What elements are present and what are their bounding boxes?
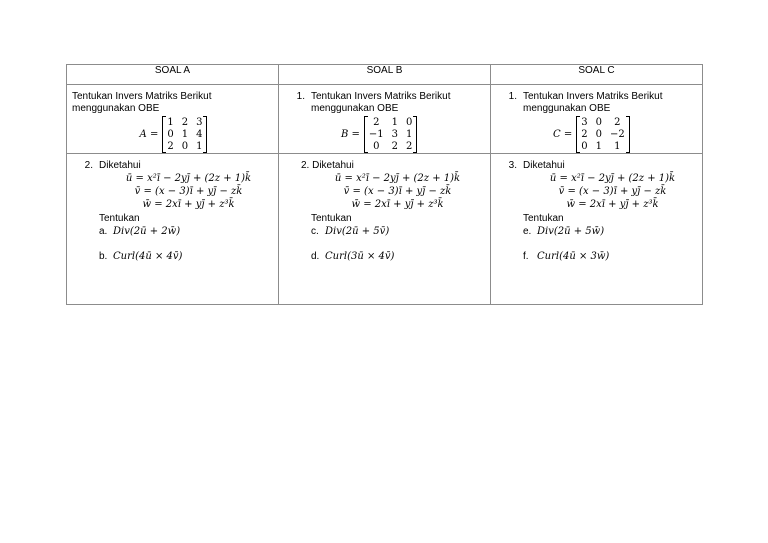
tentukan-label: Tentukan [523,213,564,224]
question-2-row [67,154,703,305]
question-number: 3. [508,160,517,171]
soal-a-question-1 [67,85,279,154]
matrix-cell: 0 [581,141,588,152]
matrix-cell: 0 [406,117,413,128]
matrix-cell: 2 [167,141,174,152]
matrix-label: B = [341,128,360,140]
soal-b-question-2 [279,154,491,305]
vector-u: ū = x²ī − 2yj̄ + (2z + 1)k̄ [549,173,676,184]
header-soal-b: SOAL B [279,65,491,85]
vector-v: v̄ = (x − 3)ī + yj̄ − zk̄ [134,186,243,197]
matrix-cell: 0 [181,141,189,152]
tentukan-label: Tentukan [99,213,140,224]
vector-v: v̄ = (x − 3)ī + yj̄ − zk̄ [343,186,452,197]
sub-question-letter: a. [99,226,108,237]
sub-question-expr: Curl(4ū × 3w̄) [537,251,610,262]
matrix-a [72,116,275,153]
matrix-cell: −1 [368,129,384,140]
matrix-cell: 3 [581,117,588,128]
question-number: 1. [296,91,305,102]
question-1-row [67,85,703,154]
tentukan-label: Tentukan [311,213,352,224]
matrix-cell: 0 [595,129,602,140]
matrix-cell: 2 [614,117,621,128]
matrix-cell: 3 [196,117,203,128]
matrix-c [523,116,702,153]
matrix-cell: 1 [196,141,203,152]
soal-table [66,64,703,305]
vector-w: w̄ = 2xī + yj̄ + z³k̄ [566,199,659,210]
sub-question-letter: f. [523,251,529,262]
sub-question-letter: b. [99,251,108,262]
matrix-body [364,116,418,153]
sub-question-expr: Div(2ū + 5v̄) [325,226,390,237]
matrix-body [576,116,630,153]
vector-w: w̄ = 2xī + yj̄ + z³k̄ [142,199,235,210]
matrix-cell: 0 [373,141,380,152]
matrix-cell: 1 [595,141,602,152]
sub-question-expr: Curl(4ū × 4v̄) [113,251,183,262]
soal-b-question-1 [279,85,491,154]
matrix-cell: 1 [391,117,399,128]
question-number: 1. [508,91,517,102]
sub-question-b [99,250,278,263]
sub-question-c [311,225,484,238]
vector-u: ū = x²ī − 2yj̄ + (2z + 1)k̄ [125,173,252,184]
matrix-cell: 1 [406,129,413,140]
question-title: Tentukan Invers Matriks Berikut menggunakan OBE [523,91,663,114]
matrix-cell: −2 [609,129,625,140]
matrix-cell: 2 [581,129,588,140]
matrix-cell: 0 [595,117,602,128]
matrix-cell: 2 [391,141,399,152]
sub-question-letter: d. [311,251,320,262]
vector-v: v̄ = (x − 3)ī + yj̄ − zk̄ [558,186,667,197]
sub-question-f [523,250,702,263]
header-soal-c: SOAL C [491,65,703,85]
matrix-cell: 1 [181,129,189,140]
soal-c-question-1 [491,85,703,154]
matrix-label: A = [139,128,159,140]
sub-question-letter: e. [523,226,532,237]
question-title: Diketahui [523,160,565,171]
matrix-cell: 4 [196,129,203,140]
question-title: Diketahui [99,160,141,171]
matrix-cell: 1 [614,141,621,152]
sub-question-expr: Curl(3ū × 4v̄) [325,251,395,262]
soal-c-question-2 [491,154,703,305]
matrix-label: C = [553,128,573,140]
sub-question-d [311,250,484,263]
sub-question-expr: Div(2ū + 5w̄) [537,226,605,237]
matrix-cell: 3 [391,129,399,140]
question-number: 2. [84,160,93,171]
header-soal-a: SOAL A [67,65,279,85]
matrix-cell: 2 [373,117,380,128]
matrix-cell: 1 [167,117,174,128]
matrix-body [162,116,207,153]
question-title: Tentukan Invers Matriks Berikut menggunakan OBE [311,91,451,114]
matrix-b [311,116,490,153]
header-row [67,65,703,85]
matrix-cell: 2 [181,117,189,128]
vector-u: ū = x²ī − 2yj̄ + (2z + 1)k̄ [334,173,461,184]
vector-w: w̄ = 2xī + yj̄ + z³k̄ [351,199,444,210]
question-number: 2. Diketahui [301,160,354,171]
question-title: Tentukan Invers Matriks Berikut menggunakan OBE [72,91,212,114]
sub-question-expr: Div(2ū + 2w̄) [113,226,181,237]
sub-question-e [523,225,702,238]
matrix-cell: 2 [406,141,413,152]
matrix-cell: 0 [167,129,174,140]
sub-question-a [99,225,278,238]
sub-question-letter: c. [311,226,319,237]
soal-a-question-2 [67,154,279,305]
